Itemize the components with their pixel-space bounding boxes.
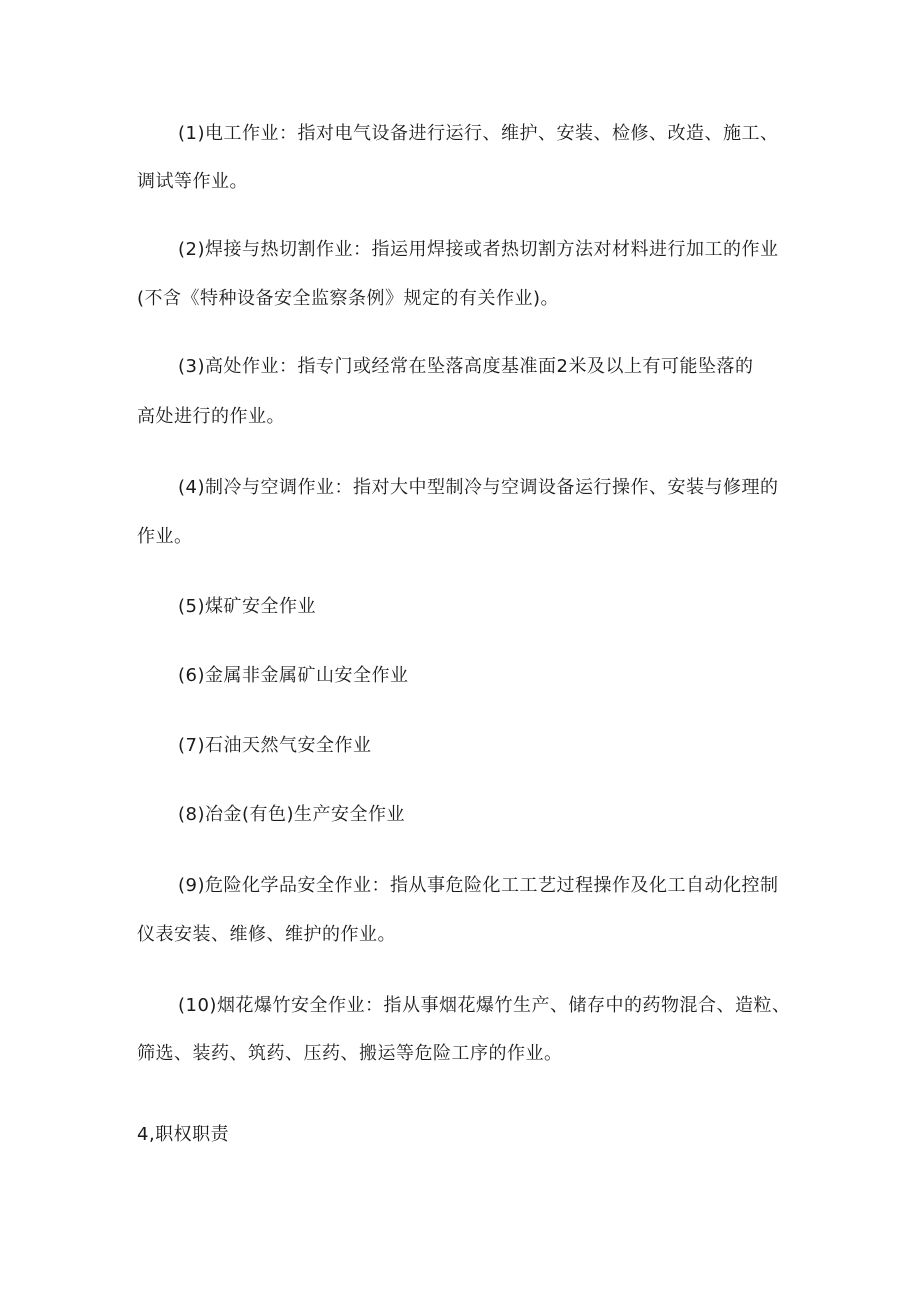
item-5-line-1: (5)煤矿安全作业: [178, 596, 316, 617]
item-7-line-1: (7)石油天然气安全作业: [178, 735, 372, 756]
item-4-line-1: (4)制冷与空调作业：指对大中型制冷与空调设备运行操作、安装与修理的: [178, 477, 779, 498]
item-2-line-1: (2)焊接与热切割作业：指运用焊接或者热切割方法对材料进行加工的作业: [178, 239, 779, 260]
item-3-line-1: (3)高处作业：指专门或经常在坠落高度基准面2米及以上有可能坠落的: [178, 356, 754, 377]
item-3-line-2: 高处进行的作业。: [137, 406, 285, 427]
item-10-line-2: 筛选、装药、筑药、压药、搬运等危险工序的作业。: [137, 1043, 563, 1064]
item-6-line-1: (6)金属非金属矿山安全作业: [178, 665, 409, 686]
item-2-line-2: (不含《特种设备安全监察条例》规定的有关作业)。: [137, 288, 560, 309]
section-heading: 4,职权职责: [137, 1124, 230, 1145]
item-10-line-1: (10)烟花爆竹安全作业：指从事烟花爆竹生产、储存中的药物混合、造粒、: [178, 995, 791, 1016]
item-1-line-1: (1)电工作业：指对电气设备进行运行、维护、安装、检修、改造、施工、: [178, 123, 779, 144]
item-1-line-2: 调试等作业。: [137, 171, 248, 192]
item-9-line-1: (9)危险化学品安全作业：指从事危险化工工艺过程操作及化工自动化控制: [178, 875, 779, 896]
item-8-line-1: (8)冶金(有色)生产安全作业: [178, 804, 406, 825]
item-4-line-2: 作业。: [137, 526, 193, 547]
item-9-line-2: 仪表安装、维修、维护的作业。: [137, 924, 396, 945]
